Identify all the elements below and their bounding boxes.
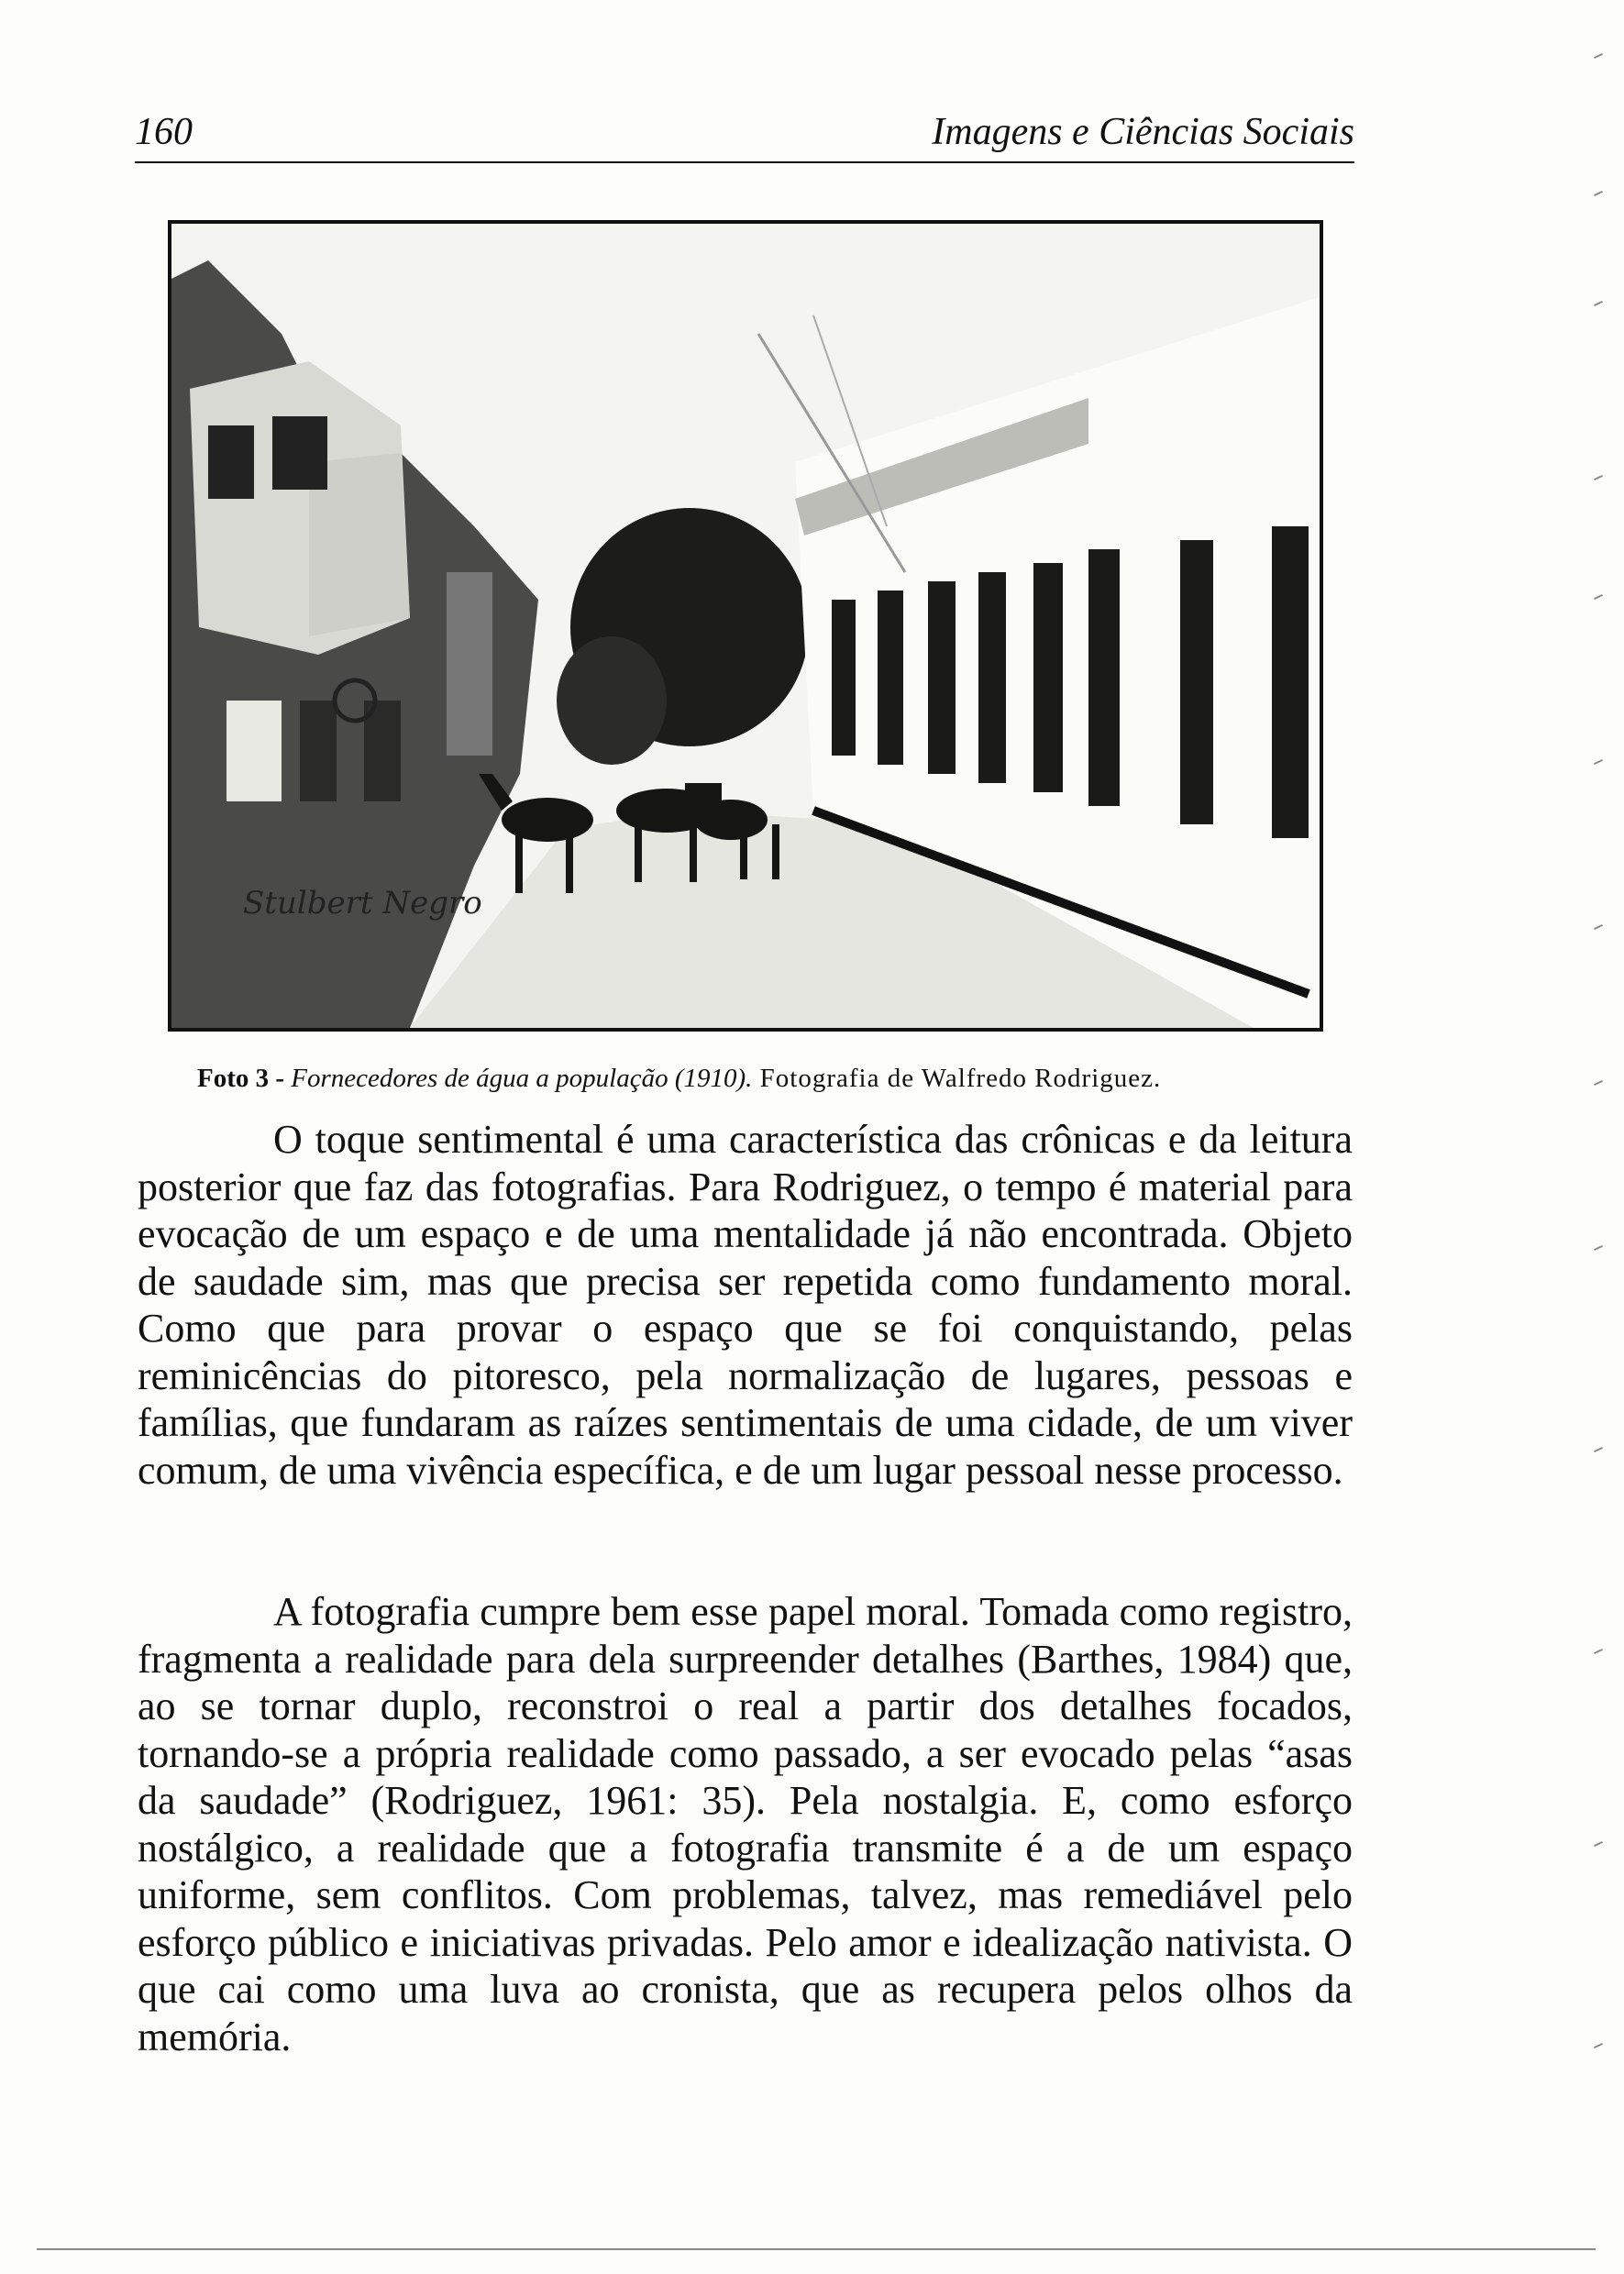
- caption-label: Foto 3 -: [197, 1064, 292, 1093]
- caption-credit: Fotografia de Walfredo Rodriguez.: [752, 1064, 1162, 1093]
- street-photograph: [168, 220, 1323, 1032]
- scan-bottom-rule: [37, 2248, 1596, 2250]
- paragraph-1: O toque sentimental é uma característica das crônicas e da leitura posterior que faz das fotografias. Para Rodriguez, o tempo é material para evocação de um espaço e de uma mentalidade já não encontrada. Objeto de saudade sim, mas que precisa ser repetida como fundamento moral. Como que para provar o espaço que se foi conquistando, pelas reminicências do pitoresco, pela normalização de lugares, pessoas e famílias, que fundaram as raízes sentimentais de uma cidade, de um viver comum, de uma vivência específica, e de um lugar pessoal nesse processo.: [138, 1117, 1353, 1493]
- street-scene-illustration: [171, 224, 1320, 1028]
- running-title: Imagens e Ciências Sociais: [932, 111, 1354, 153]
- figure-caption: [197, 1064, 1353, 1094]
- photo-signature: Stulbert Negro: [243, 885, 482, 922]
- running-header: [135, 108, 1354, 163]
- page-number: 160: [135, 111, 193, 153]
- paragraph-2: A fotografia cumpre bem esse papel moral. Tomada como registro, fragmenta a realidade para dela surpreender detalhes (Barthes, 1984) que, ao se tornar duplo, reconstroi o real a partir dos detalhes focados, tornando-se a própria realidade como passado, a ser evocado pelas “asas da saudade” (Rodriguez, 1961: 35). Pela nostalgia. E, como esforço nostálgico, a realidade que a fotografia transmite é a de um espaço uniforme, sem conflitos. Com problemas, talvez, mas remediável pelo esforço público e iniciativas privadas. Pelo amor e idealização nativista. O que cai como uma luva ao cronista, que as recupera pelos olhos da memória.: [138, 1589, 1353, 2059]
- caption-title: Fornecedores de água a população (1910).: [291, 1064, 753, 1093]
